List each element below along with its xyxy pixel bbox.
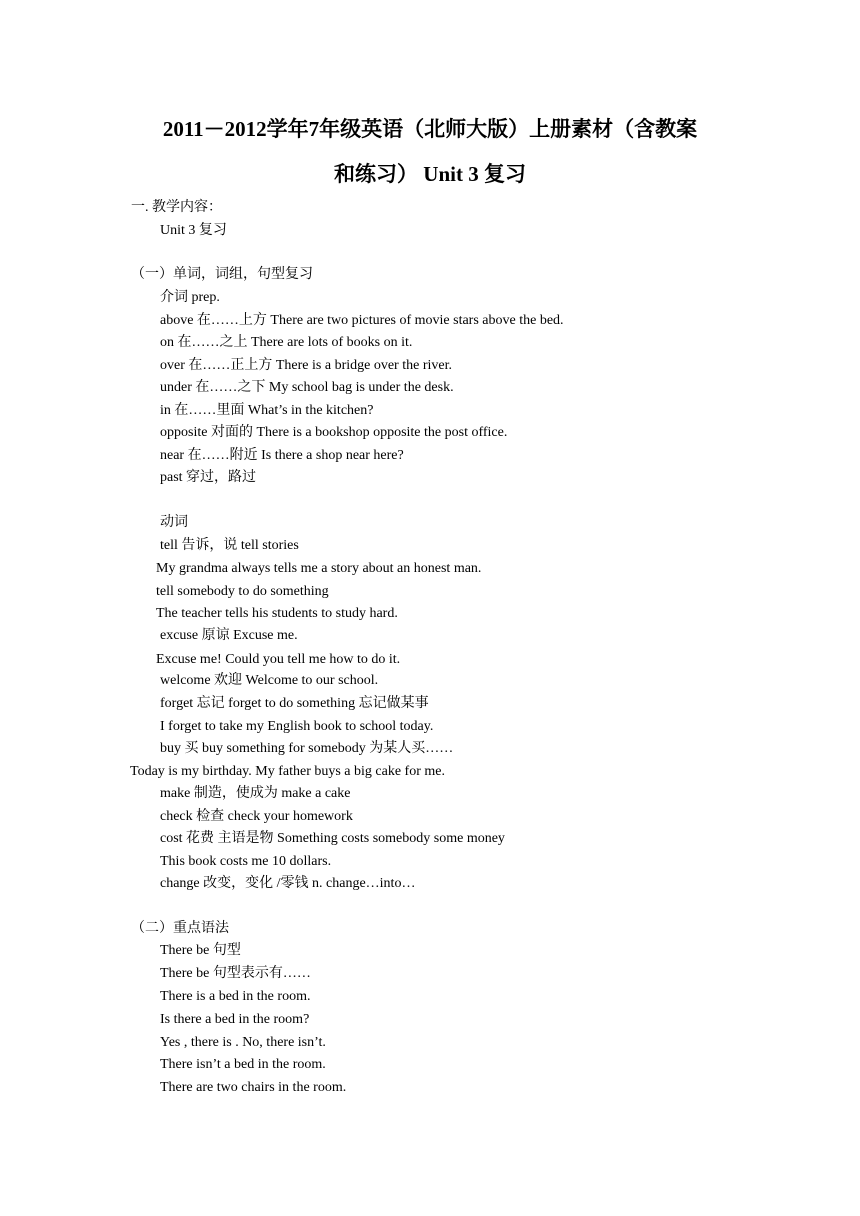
text-line: cost 花费 主语是物 Something costs somebody some money xyxy=(160,831,505,846)
text-line: on 在……之上 There are lots of books on it. xyxy=(160,335,413,350)
text-line: Yes , there is . No, there isn’t. xyxy=(160,1035,326,1050)
text-line: under 在……之下 My school bag is under the desk. xyxy=(160,380,454,395)
text-line: tell somebody to do something xyxy=(156,584,329,599)
text-line: There is a bed in the room. xyxy=(160,989,311,1004)
text-line: above 在……上方 There are two pictures of movie stars above the bed. xyxy=(160,313,564,328)
text-line: tell 告诉，说 tell stories xyxy=(160,538,299,553)
text-line: buy 买 buy something for somebody 为某人买…… xyxy=(160,741,454,756)
text-line: The teacher tells his students to study hard. xyxy=(156,606,398,621)
text-line: My grandma always tells me a story about an honest man. xyxy=(156,561,482,576)
text-line: Unit 3 复习 xyxy=(160,223,227,238)
text-line: near 在……附近 Is there a shop near here? xyxy=(160,448,404,463)
subsection-heading-grammar: （二）重点语法 xyxy=(131,921,229,936)
text-line: Is there a bed in the room? xyxy=(160,1012,310,1027)
text-line: change 改变，变化 /零钱 n. change…into… xyxy=(160,876,416,891)
text-line: Excuse me! Could you tell me how to do it. xyxy=(156,652,401,667)
text-line: check 检查 check your homework xyxy=(160,809,353,824)
text-line: welcome 欢迎 Welcome to our school. xyxy=(160,673,379,688)
text-line: make 制造，使成为 make a cake xyxy=(160,786,351,801)
text-line: 动词 xyxy=(160,515,188,530)
document-title-line-2: 和练习） Unit 3 复习 xyxy=(334,162,526,186)
text-line: There isn’t a bed in the room. xyxy=(160,1057,326,1072)
text-line: 介词 prep. xyxy=(160,290,220,305)
section-heading-teaching-content: 一. 教学内容： xyxy=(131,200,222,215)
text-line: There be 句型表示有…… xyxy=(160,966,311,981)
text-line: over 在……正上方 There is a bridge over the river. xyxy=(160,358,452,373)
text-line: excuse 原谅 Excuse me. xyxy=(160,628,298,643)
document-title-line-1: 2011－2012学年7年级英语（北师大版）上册素材（含教案 xyxy=(162,117,698,141)
text-line: in 在……里面 What’s in the kitchen? xyxy=(160,403,374,418)
text-line: past 穿过，路过 xyxy=(160,470,257,485)
text-line: forget 忘记 forget to do something 忘记做某事 xyxy=(160,696,429,711)
text-line: opposite 对面的 There is a bookshop opposite the post office. xyxy=(160,425,508,440)
text-line: This book costs me 10 dollars. xyxy=(160,854,332,869)
subsection-heading-vocabulary: （一）单词，词组，句型复习 xyxy=(131,267,313,282)
text-line: There are two chairs in the room. xyxy=(160,1080,347,1095)
text-line: There be 句型 xyxy=(160,943,241,958)
text-line: Today is my birthday. My father buys a big cake for me. xyxy=(130,764,445,779)
text-line: I forget to take my English book to school today. xyxy=(160,719,434,734)
